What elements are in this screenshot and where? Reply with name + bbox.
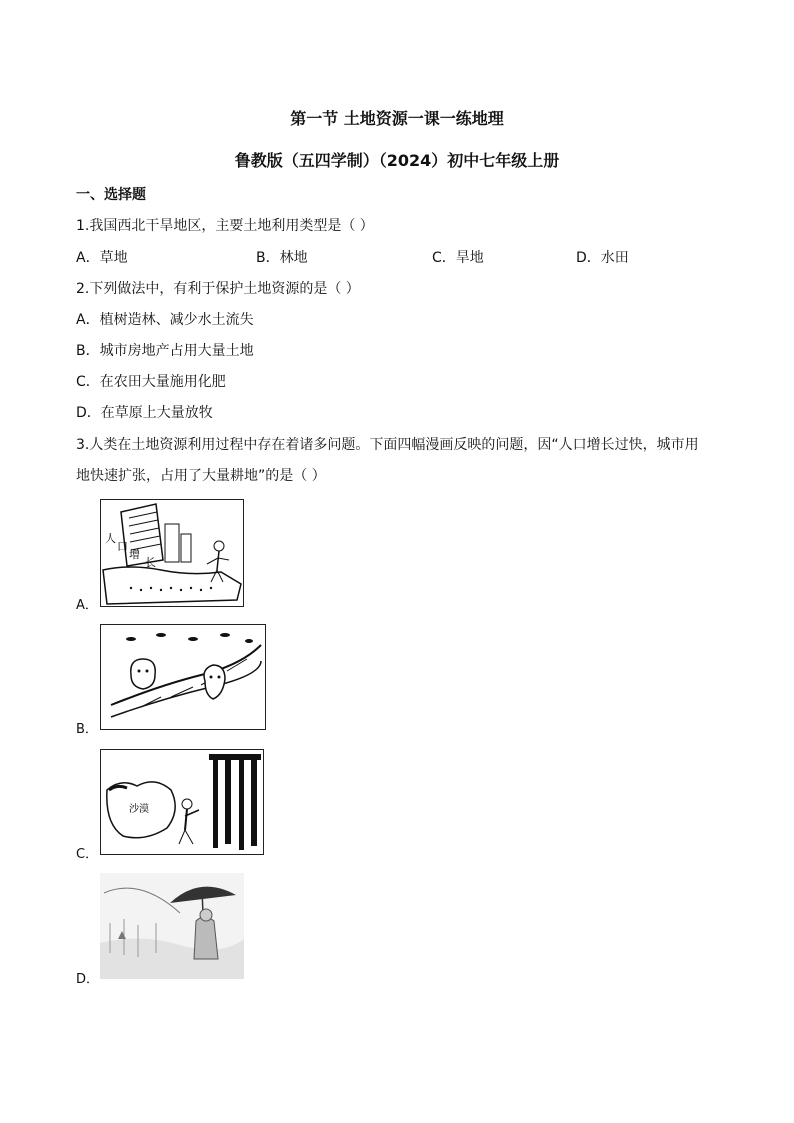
pollution-cartoon — [100, 873, 244, 979]
fig-a-char-3: 增 — [129, 548, 140, 561]
q3-figure-a[interactable] — [100, 499, 244, 607]
erosion-cartoon — [101, 625, 265, 729]
fig-a-char-2: 口 — [117, 540, 128, 553]
q2-option-c[interactable]: C．在农田大量施用化肥 — [76, 374, 226, 390]
section-heading: 一、选择题 — [76, 187, 146, 203]
q2-option-d[interactable]: D．在草原上大量放牧 — [76, 405, 213, 421]
q3-option-a-label[interactable]: A． — [76, 598, 98, 613]
q2-option-b[interactable]: B．城市房地产占用大量土地 — [76, 343, 254, 359]
fig-a-char-4: 长 — [145, 556, 156, 569]
question-3-stem-line2: 地快速扩张，占用了大量耕地”的是（ ） — [76, 468, 326, 484]
q3-option-b-label[interactable]: B． — [76, 722, 98, 737]
city-expansion-cartoon — [101, 500, 243, 606]
q1-option-c[interactable]: C．旱地 — [432, 250, 484, 266]
q3-option-d-label[interactable]: D． — [76, 972, 100, 987]
question-3-stem-line1: 3.人类在土地资源利用过程中存在着诸多问题。下面四幅漫画反映的问题，因“人口增长过快，城市用 — [76, 437, 699, 453]
desertification-cartoon — [101, 750, 263, 854]
q1-option-b[interactable]: B．林地 — [256, 250, 308, 266]
fig-c-label: 沙漠 — [129, 804, 149, 815]
question-2-stem: 2.下列做法中，有利于保护土地资源的是（ ） — [76, 281, 360, 297]
page-subtitle: 鲁教版（五四学制）（2024）初中七年级上册 — [234, 151, 560, 170]
q1-option-d[interactable]: D．水田 — [576, 250, 629, 266]
q3-figure-b[interactable] — [100, 624, 266, 730]
question-1-stem: 1.我国西北干旱地区，主要土地利用类型是（ ） — [76, 218, 374, 234]
fig-a-char-1: 人 — [105, 532, 116, 545]
q3-figure-d[interactable] — [100, 873, 244, 979]
q3-figure-c[interactable] — [100, 749, 264, 855]
q3-option-c-label[interactable]: C． — [76, 847, 99, 862]
q1-option-a[interactable]: A．草地 — [76, 250, 128, 266]
page-title: 第一节 土地资源一课一练地理 — [290, 109, 504, 128]
q2-option-a[interactable]: A．植树造林、减少水土流失 — [76, 312, 254, 328]
